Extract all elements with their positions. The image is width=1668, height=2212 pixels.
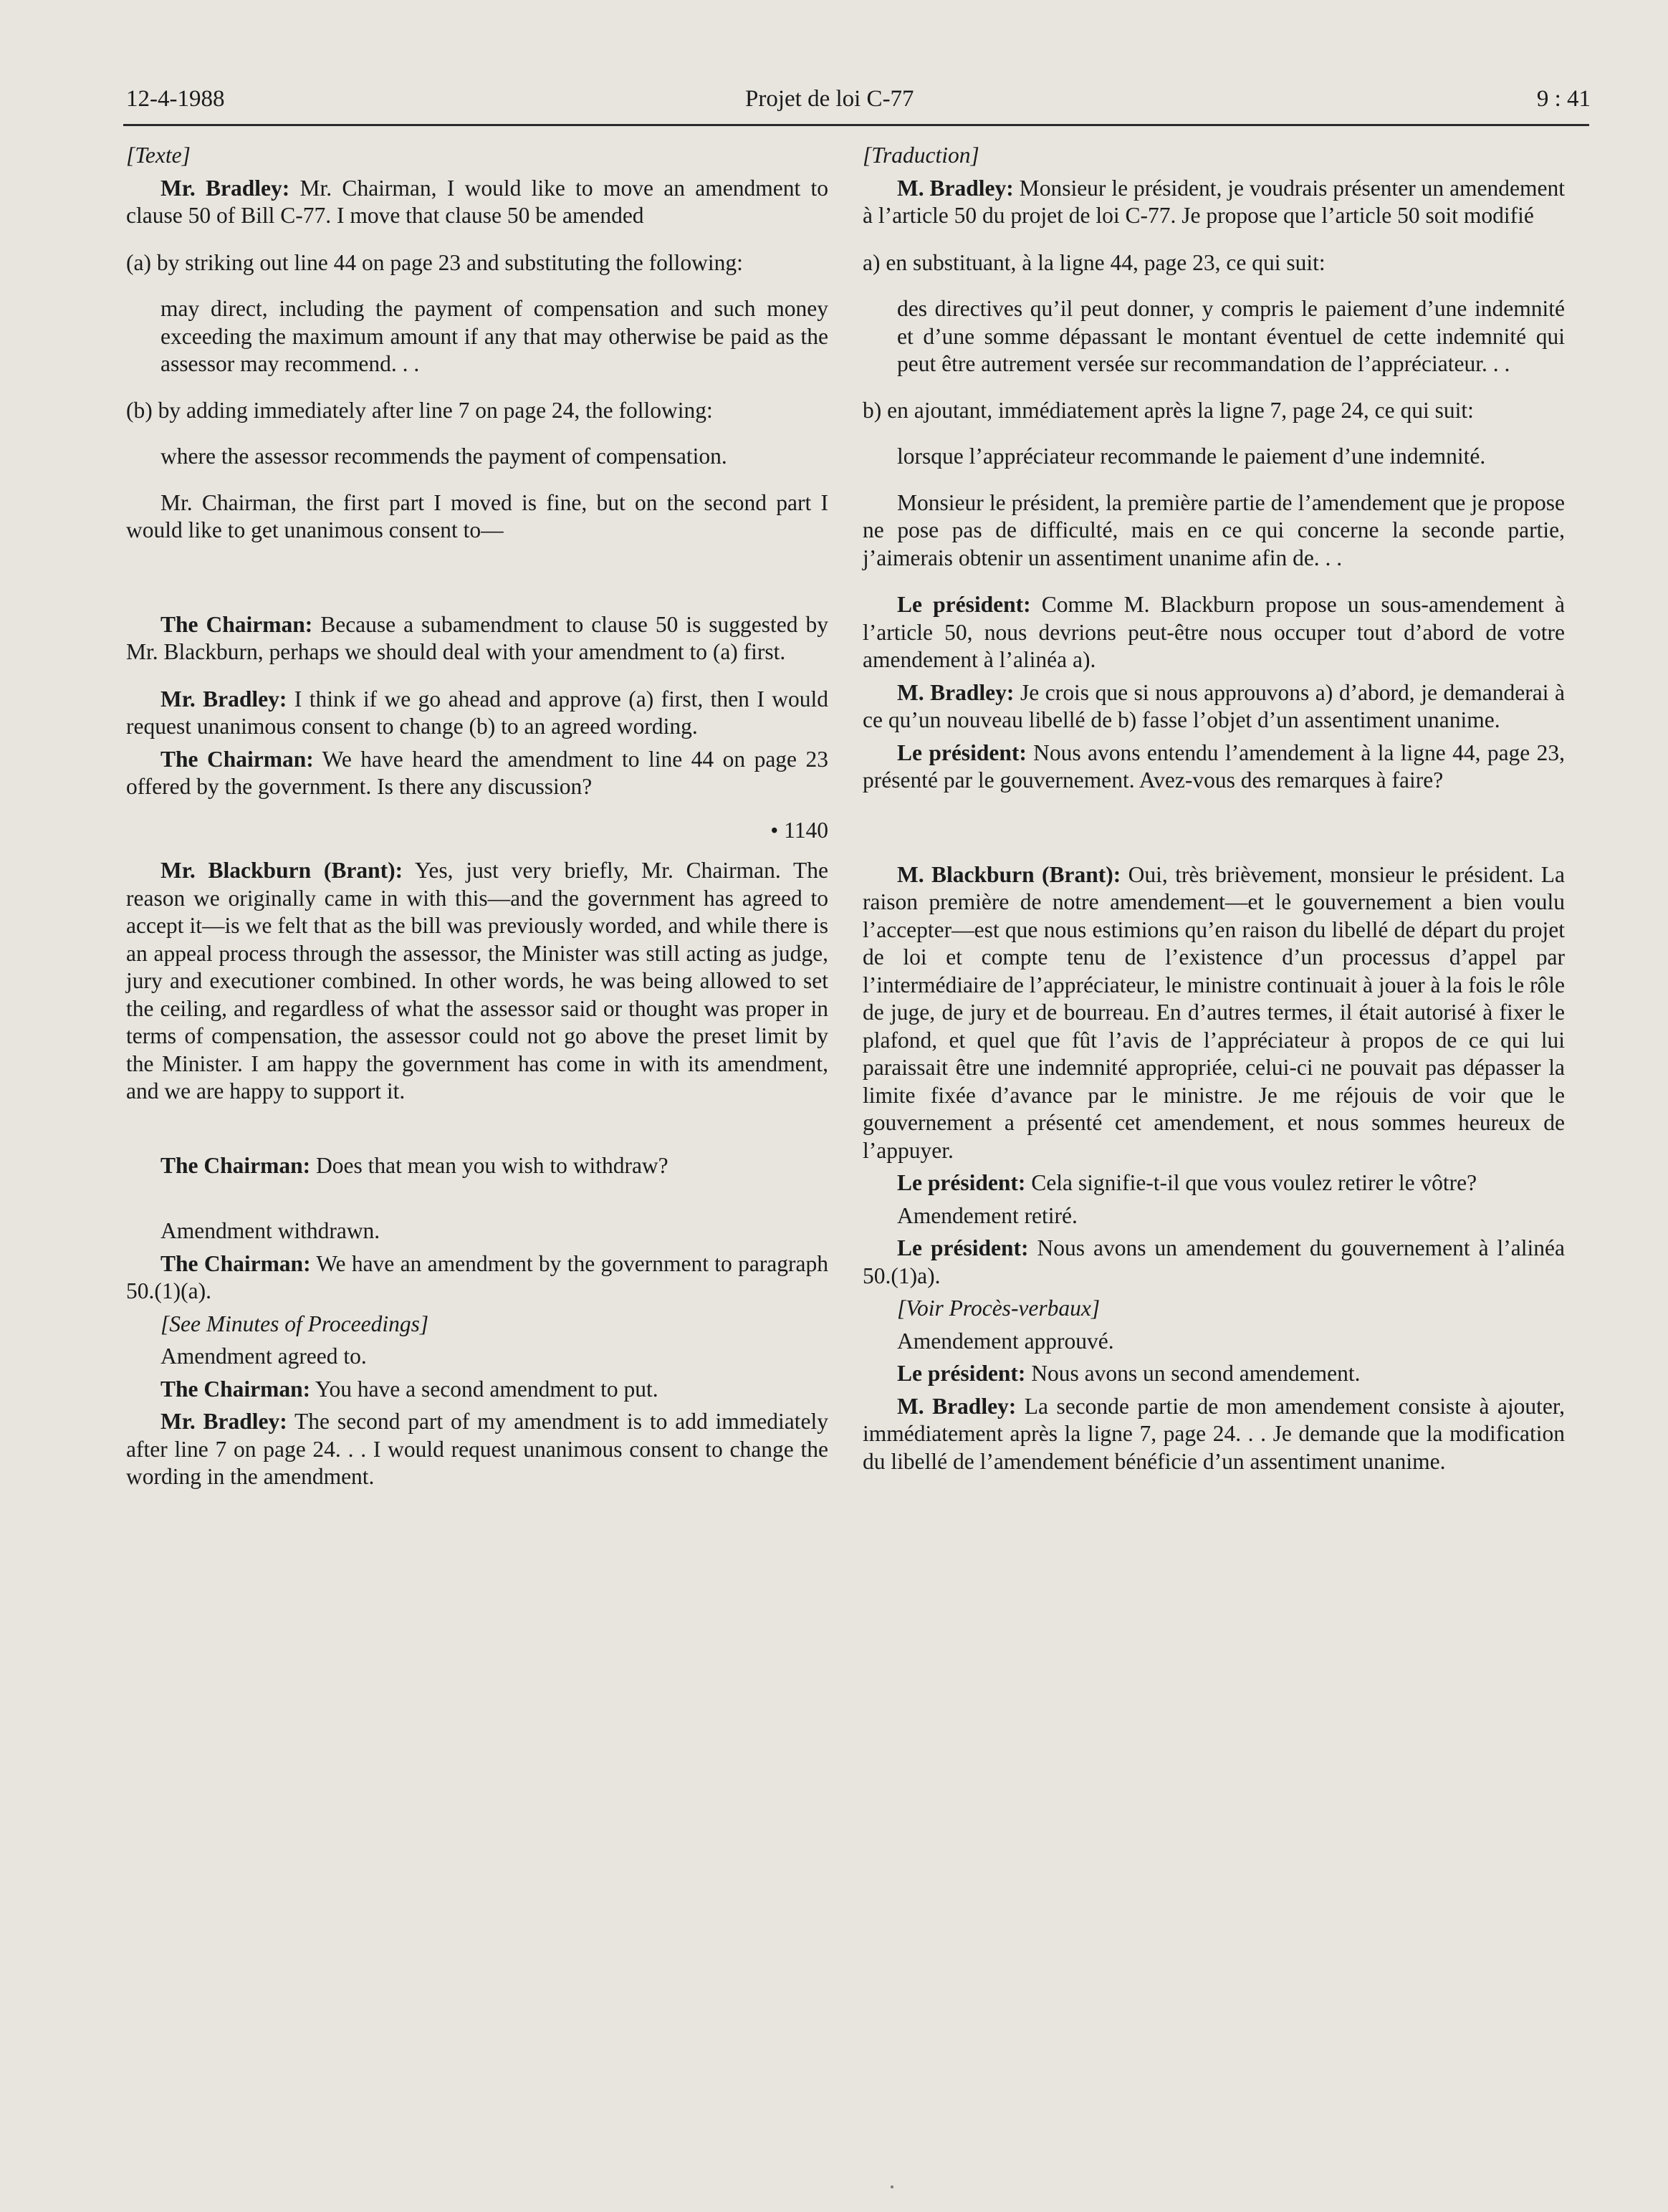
quoted-text: des directives qu’il peut donner, y compris le paiement d’une indemnité et d’une somme dépassant le montant éventuel de cette indemnité qui peut être autrement versée sur recommandation de l’appréciateur. . . <box>897 296 1565 376</box>
speaker: M. Bradley: <box>897 679 1015 705</box>
english-column <box>126 142 828 1496</box>
language-tag: [Traduction] <box>863 143 979 168</box>
paragraph <box>126 1376 828 1404</box>
paragraph: b) en ajoutant, immédiatement après la ligne 7, page 24, ce qui suit: <box>863 397 1474 423</box>
speech-text: Cela signifie-t-il que vous voulez retirer le vôtre? <box>1025 1170 1477 1195</box>
paragraph <box>863 679 1565 734</box>
header-page-number: 9 : 41 <box>1536 86 1591 112</box>
paragraph: Amendment withdrawn. <box>160 1218 380 1243</box>
speaker: The Chairman: <box>160 746 314 772</box>
speech-text: Monsieur le président, je voudrais présenter un amendement à l’article 50 du projet de loi C-77. Je propose que l’article 50 soit modifié <box>863 175 1566 228</box>
paragraph <box>126 611 828 666</box>
speaker: M. Blackburn (Brant): <box>897 861 1121 887</box>
speaker: Le président: <box>897 1361 1026 1386</box>
paragraph <box>863 739 1565 795</box>
paragraph <box>863 1393 1565 1476</box>
speech-text: Je crois que si nous approuvons a) d’abord, je demanderai à ce qu’un nouveau libellé de b) fasse l’objet d’un assentiment unanime. <box>863 679 1565 732</box>
paragraph <box>126 1250 828 1306</box>
paragraph: (a) by striking out line 44 on page 23 and substituting the following: <box>126 249 743 275</box>
speech-text: You have a second amendment to put. <box>310 1376 658 1402</box>
speaker: Mr. Bradley: <box>160 686 287 712</box>
paragraph <box>863 1360 1565 1388</box>
speaker: Le président: <box>897 592 1031 617</box>
header-date: 12-4-1988 <box>126 86 225 112</box>
speaker: The Chairman: <box>160 1152 311 1178</box>
page-speck <box>891 2185 893 2188</box>
quoted-text: where the assessor recommends the payment of compensation. <box>160 444 727 469</box>
speech-text: Nous avons entendu l’amendement à la ligne 44, page 23, présenté par le gouvernement. Avez-vous des remarques à faire? <box>863 739 1566 793</box>
speech-text: Does that mean you wish to withdraw? <box>310 1152 668 1178</box>
speaker: Mr. Bradley: <box>160 175 290 201</box>
paragraph: Amendement retiré. <box>897 1202 1078 1228</box>
speech-text: We have heard the amendment to line 44 on page 23 offered by the government. Is there any discussion? <box>126 746 828 799</box>
speaker: M. Bradley: <box>897 1393 1017 1419</box>
time-marker: • 1140 <box>770 817 828 843</box>
paragraph: Mr. Chairman, the first part I moved is fine, but on the second part I would like to get unanimous consent to— <box>126 489 828 542</box>
paragraph: Amendment agreed to. <box>160 1344 367 1369</box>
speech-text: Nous avons un second amendement. <box>1025 1361 1361 1386</box>
paragraph <box>863 175 1565 230</box>
speaker: Mr. Blackburn (Brant): <box>160 858 403 883</box>
paragraph <box>126 686 828 741</box>
paragraph <box>863 1235 1565 1290</box>
minutes-reference: [See Minutes of Proceedings] <box>160 1311 429 1336</box>
speech-text: Oui, très brièvement, monsieur le président. La raison première de notre amendement—et le gouvernement a bien voulu l’accepter—est que nous estimions qu’en raison du libellé de départ du projet de loi et compte tenu de l’existence d’un processus d’appel par l’intermédiaire de l’appréciateur, le ministre continuait à jouer à la fois le rôle de juge, de jury et de bourreau. En d’autres termes, il était autorisé à fixer le plafond, et quel que fût l’avis de l’appréciateur à propos de ce qui lui paraissait être une indemnité appropriée, celui-ci ne pouvait pas dépasser la limite fixée d’avance par le ministre. Je me réjouis de voir que le gouvernement a présenté cet amendement, et nous sommes heureux de l’appuyer. <box>863 861 1565 1163</box>
speaker: Le président: <box>897 1235 1029 1260</box>
paragraph <box>126 1408 828 1491</box>
minutes-reference: [Voir Procès-verbaux] <box>897 1296 1101 1321</box>
french-column <box>863 142 1565 1480</box>
quoted-text: lorsque l’appréciateur recommande le paiement d’une indemnité. <box>897 444 1486 469</box>
paragraph <box>126 857 828 1106</box>
speech-text: Nous avons un amendement du gouvernement à l’alinéa 50.(1)a). <box>863 1235 1565 1288</box>
speech-text: Because a subamendment to clause 50 is suggested by Mr. Blackburn, perhaps we should deal with your amendment to (a) first. <box>126 611 828 664</box>
speech-text: Comme M. Blackburn propose un sous-amendement à l’article 50, nous devrions peut-être nous occuper tout d’abord de votre amendement à l’alinéa a). <box>863 592 1565 672</box>
speaker: The Chairman: <box>160 1250 311 1276</box>
speaker: Le président: <box>897 1170 1026 1195</box>
speaker: Le président: <box>897 739 1027 765</box>
paragraph <box>863 861 1565 1165</box>
header-title: Projet de loi C-77 <box>745 86 914 112</box>
quoted-text: may direct, including the payment of compensation and such money exceeding the maximum amount if any that may otherwise be paid as the assessor may recommend. . . <box>160 296 828 376</box>
paragraph <box>126 746 828 801</box>
speech-text: Mr. Chairman, I would like to move an amendment to clause 50 of Bill C-77. I move that clause 50 be amended <box>126 175 828 228</box>
paragraph <box>126 1152 828 1180</box>
paragraph <box>863 1169 1565 1197</box>
paragraph: (b) by adding immediately after line 7 on page 24, the following: <box>126 397 713 423</box>
speaker: The Chairman: <box>160 1376 311 1402</box>
paragraph: Amendement approuvé. <box>897 1328 1114 1354</box>
speech-text: The second part of my amendment is to add immediately after line 7 on page 24. . . I would request unanimous consent to change the wording in the amendment. <box>126 1409 828 1489</box>
speech-text: Yes, just very briefly, Mr. Chairman. The reason we originally came in with this—and the government has agreed to accept it—is we felt that as the bill was previously worded, and while there is an appeal process through the assessor, the Minister was still acting as judge, jury and executioner combined. In other words, he was being allowed to set the ceiling, and regardless of what the assessor said or thought was proper in terms of compensation, the assessor could not go above the preset limit by the Minister. I am happy the government has come in with its amendment, and we are happy to support it. <box>126 858 828 1103</box>
speech-text: La seconde partie de mon amendement consiste à ajouter, immédiatement après la ligne 7, page 24. . . Je demande que la modification du libellé de l’amendement bénéficie d’un assentiment unanime. <box>863 1393 1566 1474</box>
speaker: The Chairman: <box>160 611 313 637</box>
speaker: Mr. Bradley: <box>160 1409 287 1434</box>
language-tag: [Texte] <box>126 143 191 168</box>
speech-text: I think if we go ahead and approve (a) first, then I would request unanimous consent to change (b) to an agreed wording. <box>126 686 828 739</box>
paragraph <box>863 591 1565 674</box>
speech-text: We have an amendment by the government to paragraph 50.(1)(a). <box>126 1250 828 1303</box>
paragraph: Monsieur le président, la première partie de l’amendement que je propose ne pose pas de difficulté, mais en ce qui concerne la seconde partie, j’aimerais obtenir un assentiment unanime afin de. . . <box>863 489 1565 570</box>
paragraph: a) en substituant, à la ligne 44, page 23, ce qui suit: <box>863 249 1326 275</box>
paragraph <box>126 175 828 230</box>
header-rule <box>123 124 1589 126</box>
speaker: M. Bradley: <box>897 175 1014 201</box>
